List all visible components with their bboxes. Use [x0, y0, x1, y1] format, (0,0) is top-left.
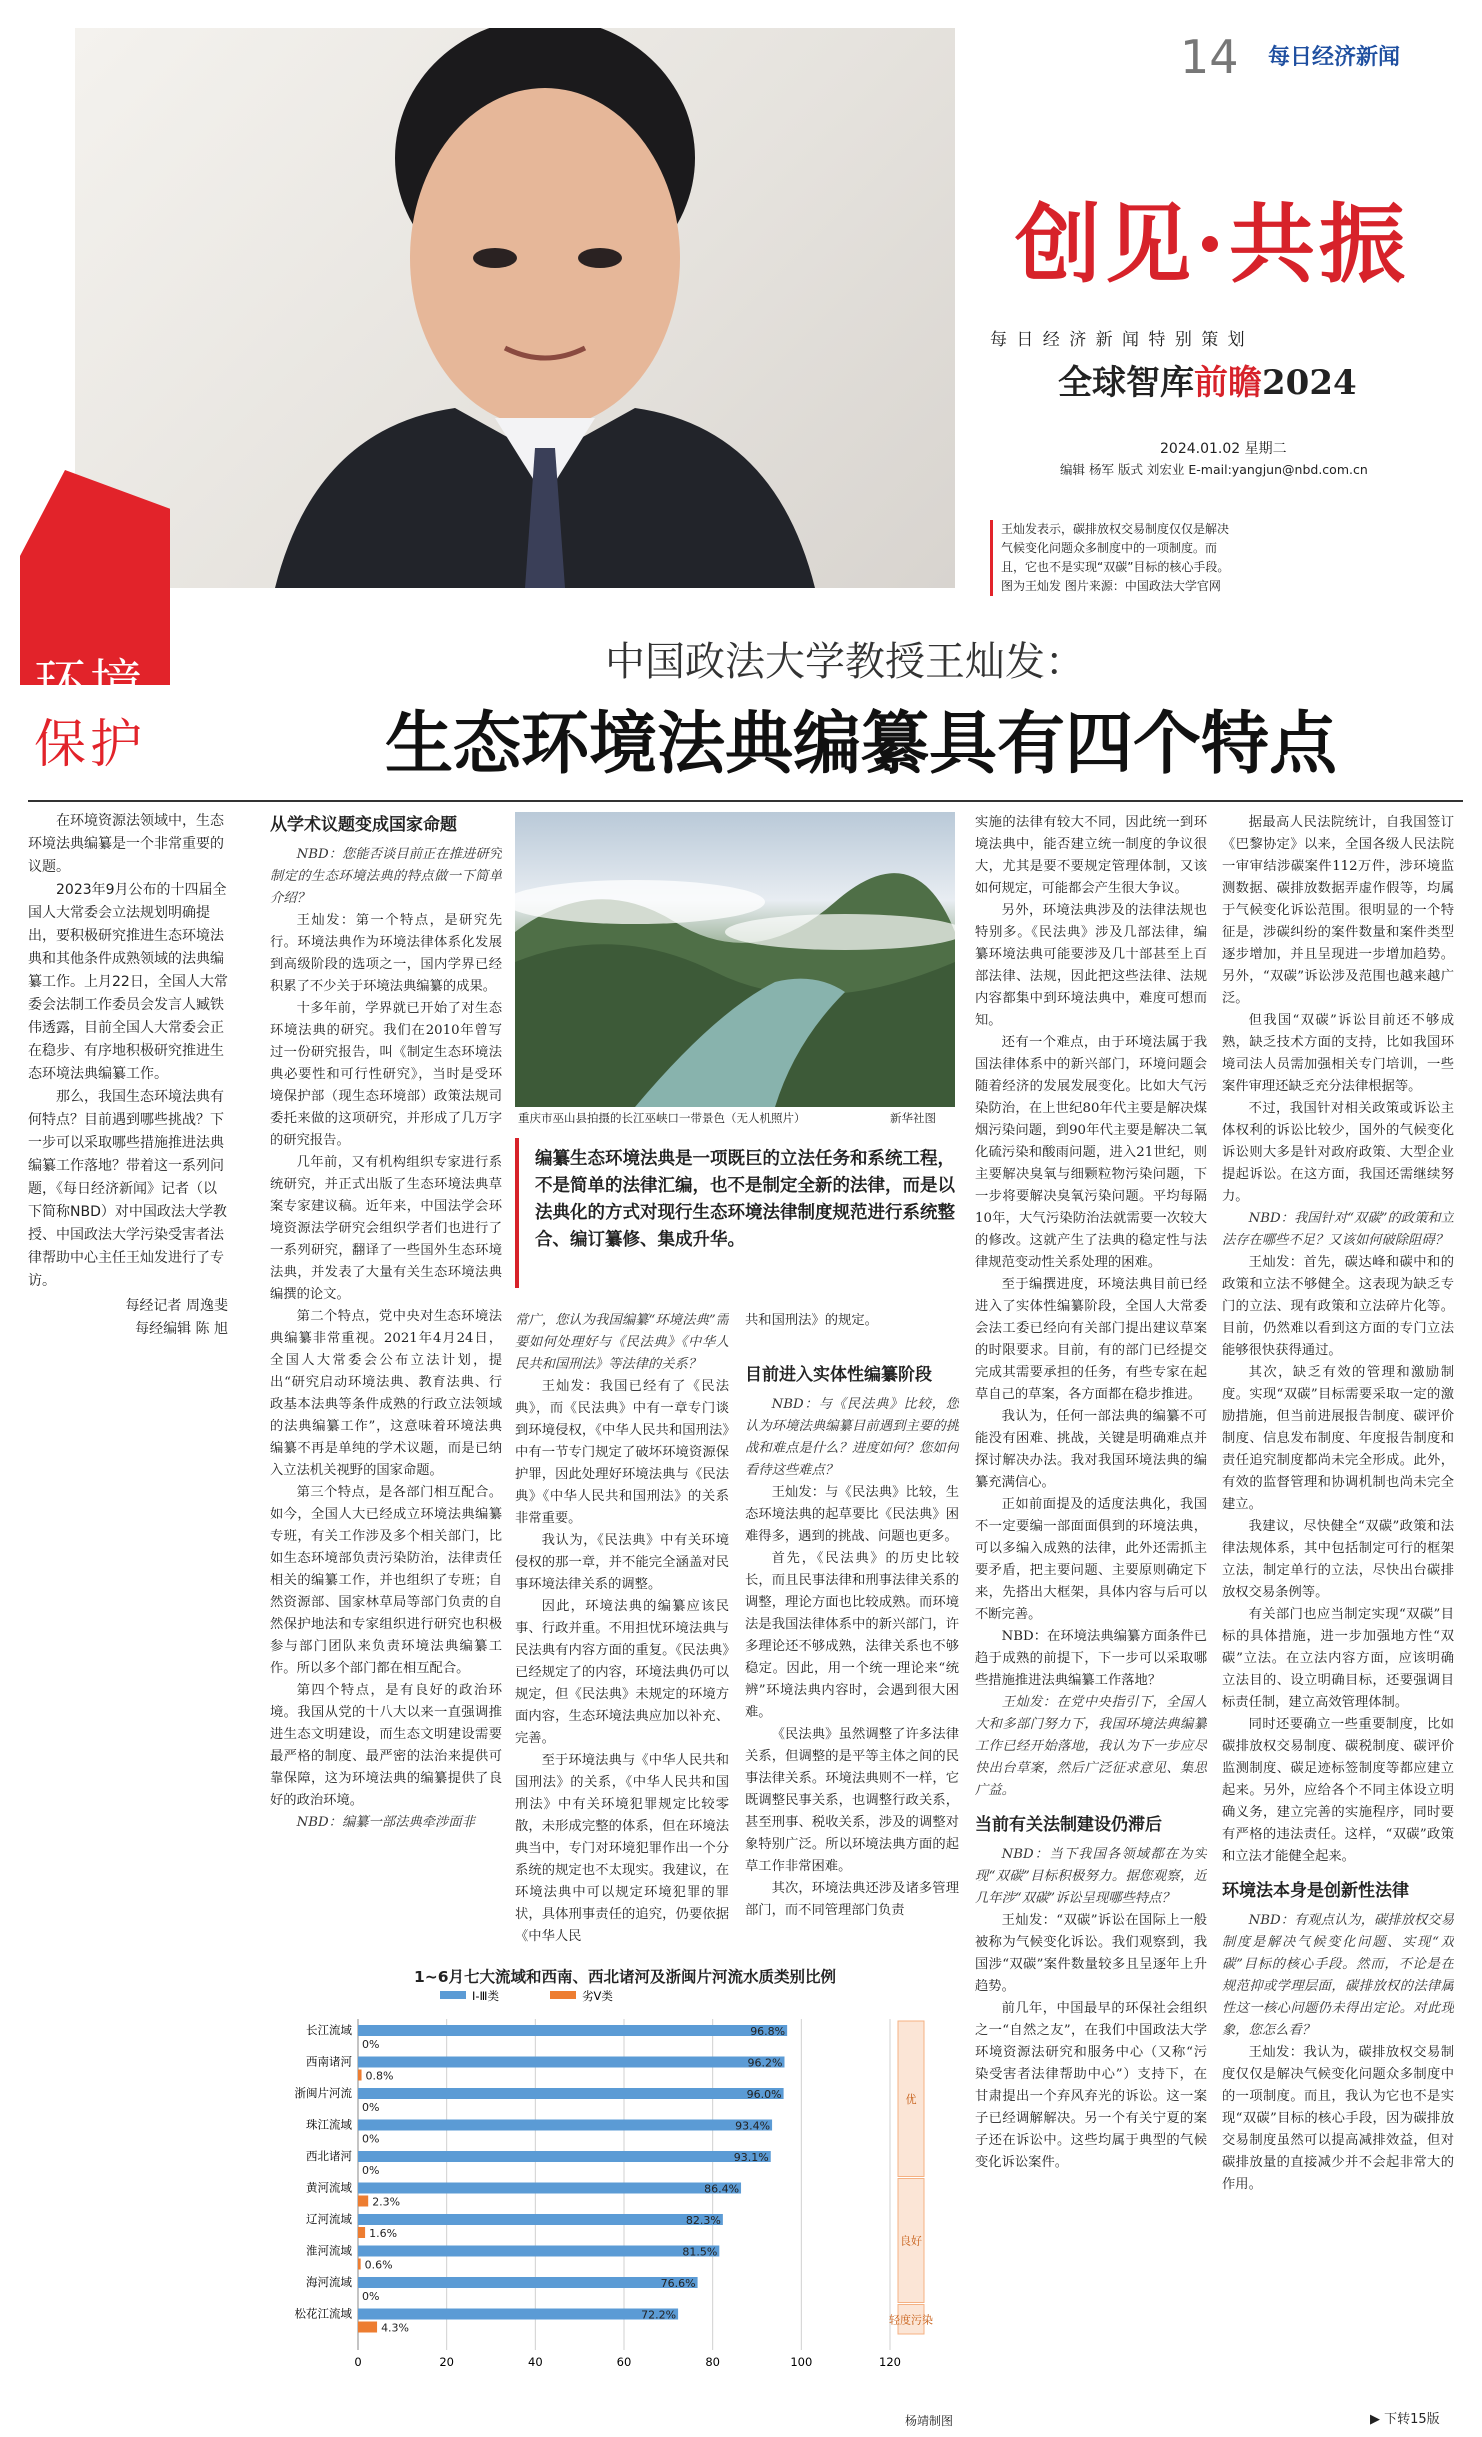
question-paragraph: NBD：与《民法典》比较，您认为环境法典编纂目前遇到主要的挑战和难点是什么？进度如何？您如何看待这些难点？ — [745, 1397, 959, 1478]
data-label-series-1: 96.2% — [747, 2056, 783, 2070]
body-paragraph: 王灿发：首先，碳达峰和碳中和的政策和立法不够健全。这表现为缺乏专门的立法、现有政策和立法碎片化等。目前，仍然难以看到这方面的专门立法能够很快获得通过。 — [1222, 1255, 1454, 1358]
data-label-series-2: 1.6% — [369, 2227, 398, 2240]
bar-series-1 — [358, 2309, 678, 2320]
body-paragraph: 至于编撰进度，环境法典目前已经进入了实体性编纂阶段，全国人大常委会法工委已经向有关部门提出建议草案的时限要求。目前，有的部门已经提交完成其需要承担的任务，有些专家在起草自己的草案，各方面都在稳步推进。 — [975, 1277, 1207, 1402]
chart-credit: 杨靖制图 — [905, 2414, 954, 2428]
legend-swatch-series-2 — [550, 1991, 576, 1999]
category-label: 黄河流域 — [306, 2180, 352, 2195]
x-tick-label: 0 — [354, 2355, 362, 2369]
body-paragraph: 首先，《民法典》的历史比较长，而且民事法律和刑事法律关系的调整，理论方面也比较成熟。而环境法是我国法律体系中的新兴部门，许多理论还不够成熟，法律关系也不够稳定。因此，用一个统一理论来“统辨”环境法典内容时，会遇到很大困难。 — [745, 1551, 959, 1720]
category-label: 珠江流域 — [306, 2117, 352, 2132]
category-label: 西南诸河 — [306, 2054, 352, 2069]
question-paragraph: NBD：我国针对“双碳”的政策和立法存在哪些不足？又该如何破除阻碍？ — [1222, 1211, 1454, 1248]
data-label-series-1: 93.1% — [733, 2151, 769, 2164]
lead-paragraph: 在环境资源法领域中，生态环境法典编纂是一个非常重要的议题。 — [28, 813, 224, 875]
continue-note[interactable]: ▶ 下转15版 — [1370, 2412, 1440, 2427]
question-paragraph: NBD：您能否谈目前正在推进研究制定的生态环境法典的特点做一下简单介绍？ — [270, 847, 502, 906]
byline-reporter: 每经记者 周逸斐 — [125, 1298, 228, 1314]
category-line1: 环境 — [34, 655, 147, 715]
lead-paragraph: 2023年9月公布的十四届全国人大常委会立法规划明确提出，要积极研究推进生态环境法典和其他条件成熟领域的法典编纂工作。上月22日，全国人大常委会法制工作委员会发言人臧铁伟透露，目前全国人大常委会正在稳步、有序地积极研究推进生态环境法典编纂工作。 — [28, 882, 228, 1082]
river-photo-caption: 重庆市巫山县拍摄的长江巫峡口一带景色（无人机照片） — [518, 1111, 806, 1125]
body-paragraph: 王灿发：我国已经有了《民法典》，而《民法典》中有一章专门谈到环境侵权，《中华人民共和国刑法》中有一节专门规定了破坏环境资源保护罪，因此处理好环境法典与《民法典》《中华人民共和国刑法》的关系非常重要。 — [515, 1379, 729, 1526]
section-title: 创见·共振 — [1015, 194, 1409, 295]
data-label-series-2: 2.3% — [372, 2195, 401, 2209]
body-paragraph: 王灿发：与《民法典》比较，生态环境法典的起草要比《民法典》困难得多，遇到的挑战、问题也更多。 — [745, 1485, 959, 1544]
photo-caption: 王灿发表示，碳排放权交易制度仅仅是解决气候变化问题众多制度中的一项制度。而且，它也不是实现“双碳”目标的核心手段。图为王灿发 图片来源：中国政法大学官网 — [990, 520, 1230, 596]
body-paragraph: 实施的法律有较大不同，因此统一到环境法典中，能否建立统一制度的争议很大，尤其是要不要规定管理体制，又该如何规定，可能都会产生很大争议。 — [975, 815, 1207, 896]
data-label-series-2: 0% — [362, 2132, 380, 2146]
body-paragraph: 前几年，中国最早的环保社会组织之一“自然之友”，在我们中国政法大学环境资源法研究和服务中心（又称“污染受害者法律帮助中心”）支持下，在甘肃提出一个弃风弃光的诉讼。这一案子已经调解解决。另一个有关宁夏的案子还在诉讼中。这些均属于典型的气候变化诉讼案件。 — [975, 2001, 1207, 2170]
data-label-series-1: 76.6% — [660, 2277, 696, 2290]
data-label-series-1: 72.2% — [641, 2308, 677, 2322]
body-paragraph: NBD：在环境法典编纂方面条件已趋于成熟的前提下，下一步可以采取哪些措施推进法典编纂工作落地？ — [975, 1629, 1207, 1688]
question-paragraph: NBD：编纂一部法典牵涉面非 — [296, 1815, 475, 1830]
article-column-4 — [745, 1310, 959, 1964]
category-line2: 保护 — [34, 715, 147, 775]
article-column-6 — [1222, 812, 1454, 2382]
category-label: 海河流域 — [306, 2275, 352, 2289]
section-subtitle: 每 日 经 济 新 闻 特 别 策 划 — [990, 330, 1247, 350]
water-quality-chart — [270, 1985, 970, 2425]
body-paragraph: 另外，环境法典涉及的法律法规也特别多。《民法典》涉及几部法律，编纂环境法典可能要涉及几十部甚至上百部法律、法规，因此把这些法律、法规内容都集中到环境法典中，难度可想而知。 — [975, 903, 1207, 1028]
body-paragraph: 还有一个难点，由于环境法属于我国法律体系中的新兴部门，环境问题会随着经济的发展发展变化。比如大气污染防治，在上世纪80年代主要是解决煤烟污染问题，到90年代主要是解决二氧化硫污染和酸雨问题，进入21世纪，则主要解决臭氧与细颗粒物污染问题，下一步将要解决臭氧污染问题。平均每隔10年，大气污染防治法就需要一次较大的修改。这就产生了法典的稳定性与法律规范变动性关系处理的困难。 — [975, 1035, 1207, 1270]
data-label-series-2: 0% — [362, 2038, 380, 2051]
bar-series-2 — [358, 2196, 368, 2207]
article-column-3 — [515, 1310, 729, 1964]
column-heading: 从学术议题变成国家命题 — [270, 815, 457, 835]
body-paragraph: 几年前，又有机构组织专家进行系统研究，并正式出版了生态环境法典草案专家建议稿。近年来，中国法学会环境资源法学研究会组织学者们也进行了一系列研究，翻译了一些国外生态环境法典，并发表了大量有关生态环境法典编撰的论文。 — [270, 1155, 502, 1302]
column-heading: 目前进入实体性编纂阶段 — [745, 1365, 932, 1385]
group-label: 轻度污染 — [889, 2313, 933, 2327]
x-tick-label: 60 — [616, 2355, 632, 2369]
category-label: 辽河流域 — [306, 2212, 352, 2226]
category-label: 淮河流域 — [306, 2243, 352, 2258]
group-label: 良好 — [900, 2234, 922, 2248]
body-paragraph: 有关部门也应当制定实现“双碳”目标的具体措施，进一步加强地方性“双碳”立法。在立法内容方面，应该明确立法目的、设立明确目标，还要强调目标责任制，建立高效管理体制。 — [1222, 1607, 1454, 1710]
pull-quote-text: 编纂生态环境法典是一项既巨的立法任务和系统工程，不是简单的法律汇编，也不是制定全新的法律，而是以法典化的方式对现行生态环境法律制度规范进行系统整合、编订纂修、集成升华。 — [535, 1149, 955, 1250]
pull-quote — [515, 1138, 955, 1288]
x-tick-label: 40 — [528, 2355, 543, 2369]
legend-swatch-series-1 — [440, 1991, 466, 1999]
editors-line: 编辑 杨军 版式 刘宏业 E-mail:yangjun@nbd.com.cn — [1060, 462, 1368, 477]
body-paragraph: 第三个特点，是各部门相互配合。如今，全国人大已经成立环境法典编纂专班，有关工作涉及多个相关部门，比如生态环境部负责污染防治，法律责任相关的编纂工作，并也组织了专班；自然资源部、国家林草局等部门负责的自然保护地法和专家组织进行研究也积极参与部门团队来负责环境法典编纂工作。所以多个部门都在相互配合。 — [270, 1485, 502, 1676]
question-paragraph: 常广，您认为我国编纂“环境法典”需要如何处理好与《民法典》《中华人民共和国刑法》等法律的关系？ — [515, 1313, 729, 1372]
body-paragraph: 但我国“双碳”诉讼目前还不够成熟，缺乏技术方面的支持，比如我国环境司法人员需加强相关专门培训，一些案件审理还缺乏充分法律根据等。 — [1222, 1013, 1454, 1094]
body-paragraph: 据最高人民法院统计，自我国签订《巴黎协定》以来，全国各级人民法院一审审结涉碳案件112万件，涉环境监测数据、碳排放数据弄虚作假等，均属于气候变化诉讼范围。很明显的一个特征是，涉碳纠纷的案件数量和案件类型逐步增加，并且呈现进一步增加趋势。另外，“双碳”诉讼涉及范围也越来越广泛。 — [1222, 815, 1454, 1006]
body-paragraph: 《民法典》虽然调整了许多法律关系，但调整的是平等主体之间的民事法律关系。环境法典则不一样，它既调整民事关系，也调整行政关系，甚至刑事、税收关系，涉及的调整对象特别广泛。所以环境法典方面的起草工作非常困难。 — [745, 1727, 959, 1874]
data-label-series-1: 96.8% — [750, 2025, 786, 2038]
x-tick-label: 80 — [705, 2355, 720, 2369]
bar-series-1 — [358, 2057, 784, 2068]
bar-series-2 — [358, 2322, 377, 2333]
article-column-2 — [270, 812, 502, 1964]
data-label-series-2: 0% — [362, 2101, 380, 2114]
body-paragraph: 其次，环境法典还涉及诸多管理部门，而不同管理部门负责 — [745, 1881, 959, 1918]
body-paragraph: 王灿发：我认为，碳排放权交易制度仅仅是解决气候变化问题众多制度中的一项制度。而且，我认为它也不是实现“双碳”目标的核心手段，因为碳排放交易制度虽然可以提高减排效益，但对碳排放量的直接减少并不会起非常大的作用。 — [1222, 2045, 1454, 2192]
body-paragraph: 我认为，《民法典》中有关环境侵权的那一章，并不能完全涵盖对民事环境法律关系的调整。 — [515, 1533, 729, 1592]
bar-series-1 — [358, 2025, 787, 2036]
question-paragraph: NBD：有观点认为，碳排放权交易制度是解决气候变化问题、实现“双碳”目标的核心手段。然而，不论是在规范抑或学理层面，碳排放权的法律属性这一核心问题仍未得出定论。对此现象，您怎么看？ — [1222, 1913, 1454, 2038]
data-label-series-1: 93.4% — [735, 2119, 771, 2133]
article-column-5 — [975, 812, 1207, 2402]
series-title — [1058, 355, 1357, 404]
body-paragraph: 第四个特点，是有良好的政治环境。我国从党的十八大以来一直强调推进生态文明建设，而生态文明建设需要最严格的制度、最严密的法治来提供可靠保障，这为环境法典的编纂提供了良好的政治环境。 — [270, 1683, 502, 1808]
bar-series-2 — [358, 2070, 362, 2081]
category-label — [22, 655, 182, 775]
body-paragraph: 第二个特点，党中央对生态环境法典编纂非常重视。2021年4月24日，全国人大常委会公布立法计划，提出“研究启动环境法典、教育法典、行政基本法典等条件成熟的行政立法领域的法典编纂工作”，这意味着环境法典编纂不再是单纯的学术议题，而是已纳入立法机关视野的国家命题。 — [270, 1309, 502, 1478]
river-photo-credit: 新华社图 — [890, 1111, 936, 1125]
body-paragraph: 因此，环境法典的编纂应该民事、行政并重。不用担忧环境法典与民法典有内容方面的重复。《民法典》已经规定了的内容，环境法典仍可以规定，但《民法典》未规定的环境方面内容，生态环境法典应加以补充、完善。 — [515, 1599, 729, 1746]
data-label-series-2: 0.8% — [365, 2069, 394, 2083]
body-paragraph: 正如前面提及的适度法典化，我国不一定要编一部面面俱到的环境法典，可以多编入成熟的法律，此外还需抓主要矛盾，把主要问题、主要原则确定下来，先搭出大框架，具体内容与后可以不断完善。 — [975, 1497, 1207, 1622]
bar-series-1 — [358, 2088, 784, 2099]
group-label: 优 — [905, 2092, 917, 2106]
data-label-series-1: 82.3% — [685, 2214, 721, 2227]
issue-date: 2024.01.02 星期二 — [1160, 441, 1287, 457]
top-rule — [28, 800, 1463, 802]
series-highlight: 前瞻 — [1194, 363, 1262, 403]
body-paragraph: 我建议，尽快健全“双碳”政策和法律法规体系，其中包括制定可行的框架立法，制定单行的立法，尽快出台碳排放权交易条例等。 — [1222, 1519, 1454, 1600]
headline-kicker: 中国政法大学教授王灿发： — [605, 639, 1085, 685]
red-corner-decoration — [20, 470, 170, 685]
legend-label-series-2: 劣Ⅴ类 — [582, 1989, 613, 2003]
data-label-series-2: 4.3% — [381, 2321, 410, 2335]
river-photo — [515, 812, 955, 1107]
column-heading: 当前有关法制建设仍滞后 — [975, 1815, 1162, 1835]
body-paragraph: 其次，缺乏有效的管理和激励制度。实现“双碳”目标需要采取一定的激励措施，但当前进展报告制度、碳评价制度、信息发布制度、年度报告制度和责任追究制度都尚未完全形成。此外，有效的监督管理和协调机制也尚未完全建立。 — [1222, 1365, 1454, 1512]
data-label-series-2: 0% — [362, 2290, 380, 2303]
paper-name: 每日经济新闻 — [1268, 44, 1401, 70]
bar-series-1 — [358, 2277, 698, 2288]
question-paragraph: 王灿发：在党中央指引下，全国人大和多部门努力下，我国环境法典编纂工作已经开始落地，我认为下一步应尽快出台草案，然后广泛征求意见、集思广益。 — [975, 1695, 1207, 1798]
byline-editor: 每经编辑 陈 旭 — [135, 1321, 228, 1337]
category-label: 松花江流域 — [294, 2306, 352, 2321]
question-paragraph: NBD：当下我国各领域都在为实现“双碳”目标积极努力。据您观察，近几年涉“双碳”诉讼呈现哪些特点？ — [975, 1847, 1207, 1906]
x-tick-label: 120 — [879, 2355, 901, 2369]
body-paragraph: 王灿发：第一个特点，是研究先行。环境法典作为环境法律体系化发展到高级阶段的选项之一，国内学界已经积累了不少关于环境法典编纂的成果。 — [270, 913, 502, 994]
series-year: 2024 — [1262, 363, 1357, 403]
data-label-series-2: 0.6% — [364, 2258, 393, 2272]
x-tick-label: 20 — [439, 2355, 454, 2369]
lead-paragraph: 那么，我国生态环境法典有何特点？目前遇到哪些挑战？下一步可以采取哪些措施推进法典编纂工作落地？带着这一系列问题，《每日经济新闻》记者（以下简称NBD）对中国政法大学教授、中国政法大学污染受害者法律帮助中心主任王灿发进行了专访。 — [28, 1089, 227, 1289]
bar-series-2 — [358, 2227, 365, 2238]
body-paragraph: 十多年前，学界就已开始了对生态环境法典的研究。我们在2010年曾写过一份研究报告，叫《制定生态环境法典必要性和可行性研究》，当时是受环境保护部（现生态环境部）政策法规司委托来做的这项研究，并形成了几万字的研究报告。 — [270, 1001, 502, 1148]
data-label-series-1: 86.4% — [704, 2182, 740, 2196]
page-number: 14 — [1180, 30, 1239, 84]
bar-series-2 — [358, 2259, 361, 2270]
body-paragraph: 同时还要确立一些重要制度，比如碳排放权交易制度、碳税制度、碳评价监测制度、碳足迹标签制度等都应建立起来。另外，应给各个不同主体设立明确义务，建立完善的实施程序，同时要有严格的违法责任。这样，“双碳”政策和立法才能健全起来。 — [1222, 1717, 1454, 1864]
body-paragraph: 至于环境法典与《中华人民共和国刑法》的关系，《中华人民共和国刑法》中有关环境犯罪规定比较零散，未形成完整的体系，但在环境法典当中，专门对环境犯罪作出一个分系统的规定也不太现实。我建议，在环境法典中可以规定环境犯罪的罪状，具体刑事责任的追究，仍要依据《中华人民 — [515, 1753, 729, 1944]
category-label: 长江流域 — [306, 2023, 352, 2037]
column-heading: 环境法本身是创新性法律 — [1222, 1881, 1409, 1901]
x-tick-label: 100 — [790, 2355, 813, 2369]
series-prefix: 全球智库 — [1058, 363, 1194, 403]
body-paragraph: 共和国刑法》的规定。 — [745, 1313, 878, 1328]
bar-series-1 — [358, 2120, 772, 2131]
portrait-photo — [75, 28, 955, 588]
data-label-series-1: 81.5% — [682, 2245, 718, 2259]
body-paragraph: 不过，我国针对相关政策或诉讼主体权利的诉讼比较少，国外的气候变化诉讼则大多是针对政府政策、大型企业提起诉讼。在这方面，我国还需继续努力。 — [1222, 1101, 1454, 1204]
bar-series-1 — [358, 2151, 771, 2162]
category-label: 西北诸河 — [306, 2149, 352, 2163]
bar-series-1 — [358, 2183, 741, 2194]
lead-column — [28, 810, 228, 1610]
body-paragraph: 王灿发：“双碳”诉讼在国际上一般被称为气候变化诉讼。我们观察到，我国涉“双碳”案件数量较多且呈逐年上升趋势。 — [975, 1913, 1207, 1994]
legend-label-series-1: Ⅰ-Ⅲ类 — [472, 1989, 499, 2003]
body-paragraph: 我认为，任何一部法典的编纂不可能没有困难、挑战，关键是明确难点并探讨解决办法。我对我国环境法典的编纂充满信心。 — [975, 1409, 1207, 1490]
bar-series-1 — [358, 2214, 723, 2225]
chart-title: 1~6月七大流域和西南、西北诸河及浙闽片河流水质类别比例 — [413, 1968, 837, 1986]
data-label-series-1: 96.0% — [746, 2088, 782, 2101]
data-label-series-2: 0% — [362, 2164, 380, 2177]
category-label: 浙闽片河流 — [294, 2086, 352, 2100]
bar-series-1 — [358, 2246, 719, 2257]
headline-title: 生态环境法典编纂具有四个特点 — [385, 704, 1338, 784]
